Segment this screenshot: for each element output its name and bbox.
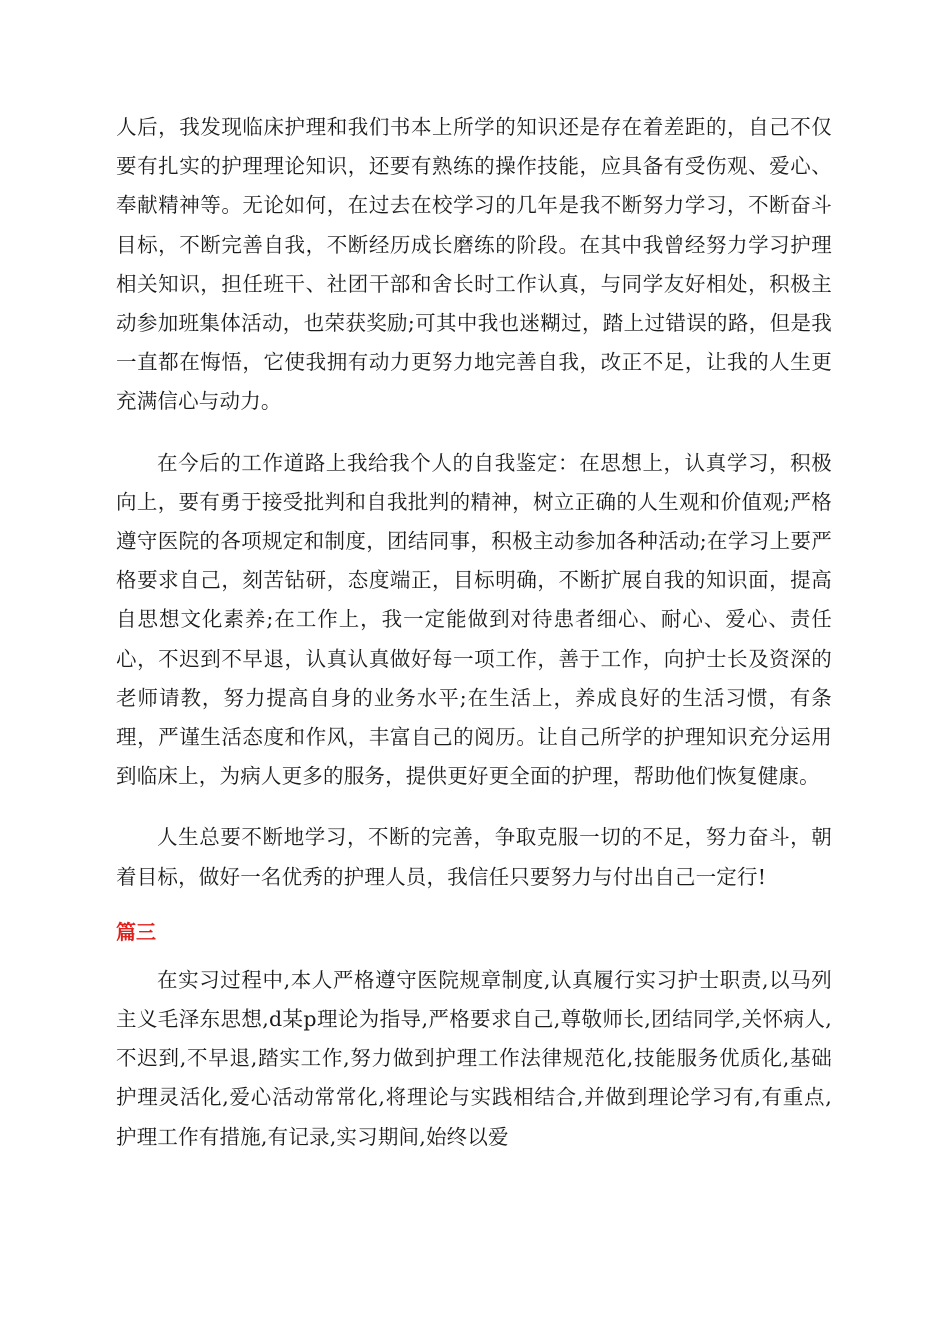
document-body xyxy=(116,108,832,1157)
paragraph-conclusion: 人生总要不断地学习，不断的完善，争取克服一切的不足，努力奋斗，朝着目标，做好一名优秀的护理人员，我信任只要努力与付出自己一定行! xyxy=(116,825,832,889)
paragraph-continuation: 人后，我发现临床护理和我们书本上所学的知识还是存在着差距的，自己不仅要有扎实的护理理论知识，还要有熟练的操作技能，应具备有受伤观、爱心、奉献精神等。无论如何，在过去在校学习的几年是我不断努力学习，不断奋斗目标，不断完善自我，不断经历成长磨练的阶段。在其中我曾经努力学习护理相关知识，担任班干、社团干部和舍长时工作认真，与同学友好相处，积极主动参加班集体活动，也荣获奖励;可其中我也迷糊过，踏上过错误的路，但是我一直都在悔悟，它使我拥有动力更努力地完善自我，改正不足，让我的人生更充满信心与动力。 xyxy=(116,115,832,414)
section-heading: 篇三 xyxy=(116,919,156,944)
paragraph-self-assessment: 在今后的工作道路上我给我个人的自我鉴定：在思想上，认真学习，积极向上，要有勇于接受批判和自我批判的精神，树立正确的人生观和价值观;严格遵守医院的各项规定和制度，团结同事，积极主动参加各种活动;在学习上要严格要求自己，刻苦钻研，态度端正，目标明确，不断扩展自我的知识面，提高自思想文化素养;在工作上，我一定能做到对待患者细心、耐心、爱心、责任心，不迟到不早退，认真认真做好每一项工作，善于工作，向护士长及资深的老师请教，努力提高自身的业务水平;在生活上，养成良好的生活习惯，有条理，严谨生活态度和作风，丰富自己的阅历。让自己所学的护理知识充分运用到临床上，为病人更多的服务，提供更好更全面的护理，帮助他们恢复健康。 xyxy=(116,450,832,789)
paragraph-internship: 在实习过程中,本人严格遵守医院规章制度,认真履行实习护士职责,以马列主义毛泽东思想,d某p理论为指导,严格要求自己,尊敬师长,团结同学,关怀病人,不迟到,不早退,踏实工作,努力做到护理工作法律规范化,技能服务优质化,基础护理灵活化,爱心活动常常化,将理论与实践相结合,并做到理论学习有,有重点,护理工作有措施,有记录,实习期间,始终以爱 xyxy=(116,967,832,1149)
